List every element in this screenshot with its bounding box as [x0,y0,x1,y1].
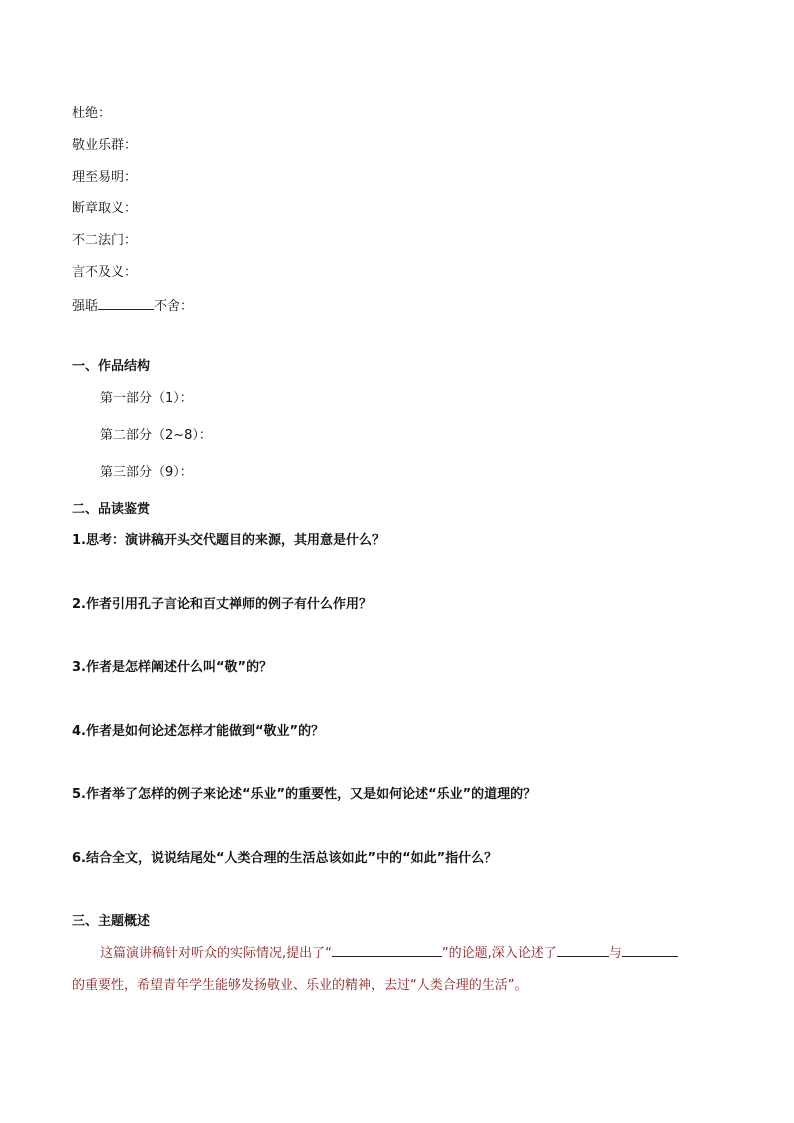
vocab-term: 言不及义 [72,265,125,280]
vocab-term: 杜绝 [72,106,99,121]
structure-part-2: 第二部分（2~8）： [100,428,212,443]
question-1: 1.思考：演讲稿开头交代题目的来源，其用意是什么？ [72,533,385,548]
vocab-term: 不二法门 [72,233,125,248]
structure-part-1: 第一部分（1）： [100,391,193,406]
vocab-line-6 [72,265,137,281]
question-5: 5.作者举了怎样的例子来论述“乐业”的重要性，又是如何论述“乐业”的道理的？ [72,787,537,802]
vocab-line-3 [72,170,137,186]
vocab-line-5 [72,233,137,249]
theme-blank-3[interactable] [622,944,678,957]
vocab-colon: ： [124,265,138,280]
vocab-line-1 [72,106,111,122]
theme-text: ”的论题,深入论述了 [441,946,557,961]
theme-line-1 [72,938,722,970]
structure-part-3: 第三部分（9）： [100,465,193,480]
vocab-term: 不舍： [154,299,194,314]
question-2: 2.作者引用孔子言论和百丈禅师的例子有什么作用？ [72,597,372,612]
vocab-term: 强聒 [72,299,99,314]
vocab-colon: ： [124,201,138,216]
vocab-line-2 [72,138,137,154]
question-3: 3.作者是怎样阐述什么叫“敬”的？ [72,660,273,675]
theme-blank-1[interactable] [332,944,442,957]
vocab-colon: ： [124,138,138,153]
question-6: 6.结合全文，说说结尾处“人类合理的生活总该如此”中的“如此”指什么？ [72,851,498,866]
theme-text: 与 [608,946,622,961]
fill-blank[interactable] [98,297,154,310]
vocab-term: 断章取义 [72,201,125,216]
theme-text: 这篇演讲稿针对听众的实际情况,提出了“ [100,946,332,961]
question-4: 4.作者是如何论述怎样才能做到“敬业”的？ [72,724,325,739]
theme-blank-2[interactable] [557,944,609,957]
theme-line-2: 的重要性，希望青年学生能够发扬敬业、乐业的精神，去过“人类合理的生活”。 [72,978,528,993]
theme-paragraph [72,938,722,1002]
vocab-term: 理至易明 [72,170,125,185]
vocab-line-4 [72,201,137,217]
vocab-colon: ： [124,170,138,185]
section-title-structure: 一、作品结构 [72,359,151,374]
vocab-colon: ： [98,106,112,121]
vocab-colon: ： [124,233,138,248]
section-title-appreciation: 二、品读鉴赏 [72,502,151,517]
vocab-line-7 [72,297,193,315]
section-title-theme: 三、主题概述 [72,914,151,929]
vocab-term: 敬业乐群 [72,138,125,153]
